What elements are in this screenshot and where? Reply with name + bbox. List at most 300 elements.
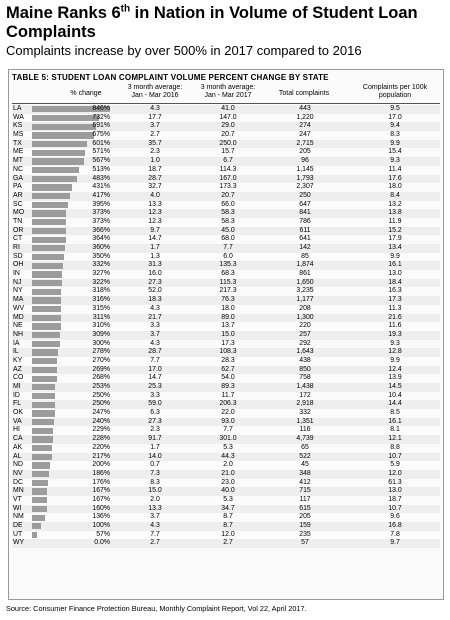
table-row [12, 261, 440, 270]
state-code: TN [13, 217, 23, 225]
per-100k-cell: 19.3 [388, 330, 402, 338]
avg-2016-cell: 2.3 [150, 148, 160, 156]
per-100k-cell: 8.8 [390, 443, 400, 451]
pct-bar-track [32, 515, 110, 521]
pct-bar-track [32, 254, 110, 260]
avg-2016-cell: 2.7 [150, 539, 160, 547]
page-title: Maine Ranks 6th in Nation in Volume of Student Loan Complaints [6, 3, 418, 41]
table-row [12, 201, 440, 210]
avg-2017-cell: 2.0 [223, 461, 233, 469]
avg-2017-cell: 58.3 [221, 217, 235, 225]
avg-2017-cell: 7.7 [223, 244, 233, 251]
avg-2017-cell: 5.3 [223, 495, 233, 503]
total-complaints-cell: 247 [299, 131, 311, 139]
column-header-pct-change: % change [70, 90, 102, 97]
avg-2016-cell: 12.3 [148, 217, 162, 225]
avg-2017-cell: 8.7 [223, 522, 233, 529]
total-complaints-cell: 348 [299, 469, 311, 477]
avg-2016-cell: 4.3 [150, 339, 160, 347]
pct-change-label: 186% [92, 469, 110, 477]
state-code: NH [13, 330, 23, 338]
column-header-total: Total complaints [278, 90, 330, 97]
pct-bar-track [32, 228, 110, 234]
pct-bar-track [32, 541, 110, 547]
per-100k-cell: 12.8 [388, 348, 402, 356]
per-100k-cell: 5.9 [390, 461, 400, 469]
table-row [12, 331, 440, 340]
state-code: AK [13, 443, 23, 451]
table-row [12, 539, 440, 548]
pct-bar-track [32, 237, 110, 243]
avg-2016-cell: 25.3 [148, 383, 162, 390]
pct-change-label: 567% [92, 157, 110, 165]
state-code: NM [13, 513, 24, 521]
pct-bar [32, 384, 55, 390]
avg-2016-cell: 14.7 [148, 374, 162, 382]
total-complaints-cell: 1,300 [296, 313, 314, 321]
pct-bar-track [32, 297, 110, 303]
avg-2016-cell: 52.0 [148, 287, 162, 295]
state-code: NJ [13, 278, 22, 286]
state-code: PA [13, 183, 22, 191]
pct-bar [32, 506, 47, 512]
total-complaints-cell: 220 [299, 322, 311, 330]
pct-change-label: 315% [92, 304, 110, 312]
avg-2016-cell: 18.7 [148, 165, 162, 173]
state-code: CT [13, 235, 23, 243]
pct-bar [32, 184, 72, 190]
table-row [12, 531, 440, 540]
pct-bar-track [32, 176, 110, 182]
table-row [12, 366, 440, 375]
total-complaints-cell: 4,739 [296, 435, 314, 443]
table-row [12, 235, 440, 244]
avg-2016-cell: 6.3 [150, 409, 160, 417]
pct-bar-track [32, 480, 110, 486]
total-complaints-cell: 1,650 [296, 278, 314, 286]
pct-bar-track [32, 271, 110, 277]
state-code: OK [13, 409, 23, 417]
avg-2017-cell: 7.7 [223, 426, 233, 434]
total-complaints-cell: 3,235 [296, 287, 314, 295]
state-code: AR [13, 191, 23, 199]
total-complaints-cell: 861 [299, 270, 311, 278]
page-subtitle: Complaints increase by over 500% in 2017 compared to 2016 [6, 43, 362, 58]
total-complaints-cell: 159 [299, 522, 311, 529]
pct-bar [32, 462, 50, 468]
avg-2016-cell: 27.3 [148, 278, 162, 286]
pct-bar [32, 523, 41, 529]
avg-2017-cell: 29.0 [221, 122, 235, 130]
total-complaints-cell: 647 [299, 200, 311, 208]
per-100k-cell: 11.6 [388, 322, 402, 330]
state-code: AZ [13, 365, 22, 373]
pct-bar-track [32, 410, 110, 416]
pct-bar-track [32, 184, 110, 190]
table-row [12, 435, 440, 444]
per-100k-cell: 12.1 [388, 435, 402, 443]
pct-bar [32, 393, 55, 399]
avg-2017-cell: 15.7 [221, 148, 235, 156]
avg-2016-cell: 15.0 [148, 487, 162, 495]
avg-2017-cell: 58.3 [221, 209, 235, 217]
avg-2017-cell: 68.0 [221, 235, 235, 243]
avg-2016-cell: 4.3 [150, 105, 160, 112]
table-row [12, 453, 440, 462]
per-100k-cell: 14.5 [388, 383, 402, 390]
avg-2016-cell: 27.3 [148, 417, 162, 425]
avg-2016-cell: 3.7 [150, 513, 160, 521]
column-header-per-100k: Complaints per 100k population [362, 84, 428, 99]
per-100k-cell: 11.3 [388, 304, 402, 312]
state-code: KY [13, 356, 23, 364]
per-100k-cell: 7.8 [390, 530, 400, 538]
table-row [12, 253, 440, 262]
avg-2017-cell: 76.3 [221, 296, 235, 304]
avg-2017-cell: 135.3 [219, 261, 237, 269]
pct-change-label: 57% [96, 530, 110, 538]
pct-bar-track [32, 167, 110, 173]
avg-2016-cell: 2.3 [150, 426, 160, 434]
pct-bar-track [32, 376, 110, 382]
per-100k-cell: 18.7 [388, 495, 402, 503]
pct-change-label: 675% [92, 131, 110, 139]
state-code: VA [13, 417, 22, 425]
avg-2017-cell: 114.3 [219, 165, 237, 173]
table-row [12, 122, 440, 131]
avg-2017-cell: 115.3 [219, 278, 237, 286]
pct-change-label: 846% [92, 105, 110, 112]
avg-2016-cell: 1.3 [150, 252, 160, 260]
avg-2017-cell: 167.0 [219, 174, 237, 182]
state-code: HI [13, 426, 20, 434]
table-row [12, 340, 440, 349]
avg-2017-cell: 20.7 [221, 131, 235, 139]
avg-2016-cell: 1.7 [150, 244, 160, 251]
pct-bar-track [32, 367, 110, 373]
pct-bar-track [32, 402, 110, 408]
table-row [12, 444, 440, 453]
pct-bar [32, 158, 84, 164]
avg-2016-cell: 2.0 [150, 495, 160, 503]
state-code: WI [13, 504, 22, 512]
avg-2016-cell: 17.7 [148, 113, 162, 121]
table-row [12, 270, 440, 279]
pct-bar [32, 515, 45, 521]
pct-change-label: 571% [92, 148, 110, 156]
avg-2017-cell: 21.0 [221, 469, 235, 477]
pct-bar [32, 349, 58, 355]
pct-bar [32, 532, 37, 538]
pct-bar [32, 445, 52, 451]
pct-change-label: 601% [92, 139, 110, 147]
avg-2016-cell: 59.0 [148, 400, 162, 408]
avg-2017-cell: 6.0 [223, 252, 233, 260]
complaint-table [8, 69, 444, 600]
pct-change-label: 360% [92, 244, 110, 251]
pct-change-label: 100% [92, 522, 110, 529]
table-row [12, 287, 440, 296]
pct-bar [32, 176, 77, 182]
pct-change-label: 318% [92, 287, 110, 295]
pct-bar [32, 210, 66, 216]
table-row [12, 487, 440, 496]
pct-bar-track [32, 150, 110, 156]
per-100k-cell: 9.5 [390, 105, 400, 112]
per-100k-cell: 13.8 [388, 209, 402, 217]
avg-2016-cell: 18.3 [148, 296, 162, 304]
total-complaints-cell: 786 [299, 217, 311, 225]
state-code: ND [13, 461, 23, 469]
pct-change-label: 417% [92, 191, 110, 199]
avg-2017-cell: 250.0 [219, 139, 237, 147]
state-code: SC [13, 200, 23, 208]
total-complaints-cell: 45 [301, 461, 309, 469]
state-code: NE [13, 322, 23, 330]
avg-2016-cell: 35.7 [148, 139, 162, 147]
avg-2017-cell: 41.0 [221, 105, 235, 112]
pct-bar [32, 497, 47, 503]
pct-bar [32, 219, 66, 225]
pct-bar [32, 245, 65, 251]
state-code: NV [13, 469, 23, 477]
pct-bar [32, 297, 61, 303]
avg-2017-cell: 5.3 [223, 443, 233, 451]
pct-change-label: 350% [92, 252, 110, 260]
avg-2016-cell: 0.7 [150, 461, 160, 469]
table-row [12, 418, 440, 427]
total-complaints-cell: 274 [299, 122, 311, 130]
pct-bar-track [32, 158, 110, 164]
pct-bar-track [32, 315, 110, 321]
pct-change-label: 200% [92, 461, 110, 469]
state-code: MS [13, 131, 24, 139]
state-code: ID [13, 391, 20, 399]
table-row [12, 357, 440, 366]
pct-change-label: 253% [92, 383, 110, 390]
total-complaints-cell: 205 [299, 148, 311, 156]
pct-bar [32, 150, 85, 156]
pct-bar [32, 141, 87, 147]
per-100k-cell: 9.9 [390, 356, 400, 364]
per-100k-cell: 17.9 [388, 235, 402, 243]
table-row [12, 166, 440, 175]
pct-bar [32, 428, 53, 434]
column-header-avg-2016: 3 month average: Jan - Mar 2016 [127, 84, 183, 99]
avg-2017-cell: 34.7 [221, 504, 235, 512]
avg-2017-cell: 2.7 [223, 539, 233, 547]
state-code: CO [13, 374, 24, 382]
total-complaints-cell: 332 [299, 409, 311, 417]
total-complaints-cell: 1,177 [296, 296, 314, 304]
column-header-avg-2017: 3 month average: Jan - Mar 2017 [200, 84, 256, 99]
pct-change-label: 332% [92, 261, 110, 269]
table-row [12, 183, 440, 192]
pct-bar [32, 228, 66, 234]
pct-bar-track [32, 488, 110, 494]
avg-2017-cell: 22.0 [221, 409, 235, 417]
table-row [12, 400, 440, 409]
pct-change-label: 311% [92, 313, 110, 321]
avg-2017-cell: 6.7 [223, 157, 233, 165]
pct-bar [32, 419, 54, 425]
avg-2016-cell: 2.7 [150, 131, 160, 139]
table-body [12, 105, 440, 548]
pct-bar [32, 402, 55, 408]
pct-bar [32, 167, 79, 173]
pct-bar-track [32, 141, 110, 147]
per-100k-cell: 9.9 [390, 252, 400, 260]
table-row [12, 426, 440, 435]
per-100k-cell: 21.6 [388, 313, 402, 321]
total-complaints-cell: 1,874 [296, 261, 314, 269]
table-row [12, 227, 440, 236]
total-complaints-cell: 292 [299, 339, 311, 347]
pct-change-label: 250% [92, 400, 110, 408]
per-100k-cell: 10.4 [388, 391, 402, 399]
per-100k-cell: 18.4 [388, 278, 402, 286]
state-code: IL [13, 348, 19, 356]
pct-bar-track [32, 124, 110, 130]
per-100k-cell: 9.4 [390, 122, 400, 130]
per-100k-cell: 11.9 [388, 217, 402, 225]
pct-change-label: 513% [92, 165, 110, 173]
per-100k-cell: 9.3 [390, 339, 400, 347]
pct-change-label: 167% [92, 487, 110, 495]
avg-2017-cell: 11.7 [221, 391, 235, 399]
total-complaints-cell: 841 [299, 209, 311, 217]
per-100k-cell: 17.6 [388, 174, 402, 182]
table-row [12, 522, 440, 531]
state-code: LA [13, 105, 22, 112]
pct-bar [32, 341, 60, 347]
pct-change-label: 240% [92, 417, 110, 425]
pct-bar-track [32, 106, 110, 112]
per-100k-cell: 18.0 [388, 183, 402, 191]
avg-2016-cell: 12.3 [148, 209, 162, 217]
avg-2016-cell: 14.7 [148, 235, 162, 243]
table-row [12, 209, 440, 218]
pct-bar-track [32, 323, 110, 329]
pct-change-label: 176% [92, 478, 110, 486]
pct-bar [32, 332, 60, 338]
header-divider [12, 103, 440, 104]
state-code: MT [13, 157, 23, 165]
per-100k-cell: 13.0 [388, 487, 402, 495]
pct-bar [32, 202, 68, 208]
pct-change-label: 268% [92, 374, 110, 382]
pct-change-label: 0.0% [94, 539, 110, 547]
total-complaints-cell: 522 [299, 452, 311, 460]
total-complaints-cell: 257 [299, 330, 311, 338]
state-code: CA [13, 435, 23, 443]
per-100k-cell: 11.4 [388, 165, 402, 173]
state-code: WY [13, 539, 25, 547]
avg-2016-cell: 1.7 [150, 443, 160, 451]
per-100k-cell: 9.3 [390, 157, 400, 165]
avg-2016-cell: 1.0 [150, 157, 160, 165]
pct-change-label: 269% [92, 365, 110, 373]
avg-2016-cell: 7.7 [150, 530, 160, 538]
pct-bar-track [32, 428, 110, 434]
pct-change-label: 250% [92, 391, 110, 399]
state-code: OR [13, 226, 24, 234]
avg-2017-cell: 15.0 [221, 330, 235, 338]
pct-bar [32, 471, 49, 477]
table-row [12, 505, 440, 514]
total-complaints-cell: 438 [299, 356, 311, 364]
table-row [12, 140, 440, 149]
pct-bar-track [32, 210, 110, 216]
pct-change-label: 366% [92, 226, 110, 234]
per-100k-cell: 14.4 [388, 400, 402, 408]
pct-change-label: 228% [92, 435, 110, 443]
per-100k-cell: 13.2 [388, 200, 402, 208]
avg-2017-cell: 54.0 [221, 374, 235, 382]
state-code: UT [13, 530, 23, 538]
total-complaints-cell: 250 [299, 191, 311, 199]
pct-bar [32, 271, 62, 277]
pct-bar-track [32, 358, 110, 364]
total-complaints-cell: 443 [299, 105, 311, 112]
pct-bar-track [32, 202, 110, 208]
pct-change-label: 373% [92, 209, 110, 217]
pct-bar-track [32, 532, 110, 538]
per-100k-cell: 12.0 [388, 469, 402, 477]
avg-2016-cell: 7.3 [150, 469, 160, 477]
pct-bar-track [32, 349, 110, 355]
avg-2016-cell: 17.0 [148, 365, 162, 373]
table-row [12, 392, 440, 401]
pct-bar-track [32, 497, 110, 503]
pct-change-label: 322% [92, 278, 110, 286]
table-row [12, 383, 440, 392]
total-complaints-cell: 65 [301, 443, 309, 451]
avg-2017-cell: 12.0 [221, 530, 235, 538]
total-complaints-cell: 1,145 [296, 165, 314, 173]
per-100k-cell: 15.2 [388, 226, 402, 234]
pct-bar [32, 358, 57, 364]
avg-2016-cell: 91.7 [148, 435, 162, 443]
pct-bar-track [32, 454, 110, 460]
pct-change-label: 309% [92, 330, 110, 338]
total-complaints-cell: 205 [299, 513, 311, 521]
pct-bar [32, 410, 55, 416]
table-row [12, 314, 440, 323]
state-code: NC [13, 165, 23, 173]
pct-change-label: 364% [92, 235, 110, 243]
avg-2017-cell: 108.3 [219, 348, 237, 356]
pct-change-label: 483% [92, 174, 110, 182]
avg-2016-cell: 13.3 [148, 200, 162, 208]
per-100k-cell: 15.4 [388, 148, 402, 156]
avg-2016-cell: 4.0 [150, 191, 160, 199]
per-100k-cell: 16.1 [388, 261, 402, 269]
per-100k-cell: 16.3 [388, 287, 402, 295]
pct-bar-track [32, 436, 110, 442]
table-row [12, 218, 440, 227]
avg-2016-cell: 32.7 [148, 183, 162, 191]
state-code: ME [13, 148, 24, 156]
pct-bar-track [32, 132, 110, 138]
pct-change-label: 316% [92, 296, 110, 304]
per-100k-cell: 8.4 [390, 191, 400, 199]
pct-change-label: 217% [92, 452, 110, 460]
state-code: SD [13, 252, 23, 260]
table-row [12, 496, 440, 505]
pct-bar-track [32, 306, 110, 312]
table-row [12, 131, 440, 140]
